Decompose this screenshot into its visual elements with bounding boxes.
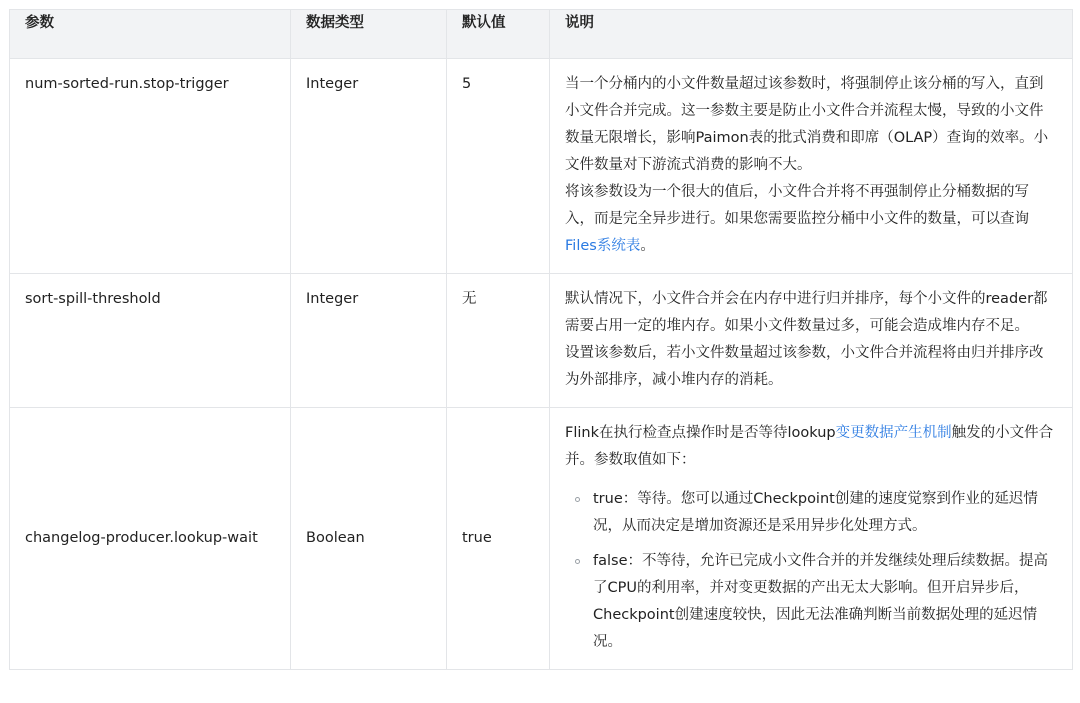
description-paragraph: 默认情况下，小文件合并会在内存中进行归并排序，每个小文件的reader都需要占用一定的堆内存。如果小文件数量过多，可能会造成堆内存不足。 [565,291,1048,334]
list-item [565,486,1057,540]
description-paragraph: 当一个分桶内的小文件数量超过该参数时，将强制停止该分桶的写入，直到小文件合并完成。这一参数主要是防止小文件合并流程太慢，导致的小文件数量无限增长，影响Paimon表的批式消费和即席（OLAP）查询的效率。小文件数量对下游流式消费的影响不大。 [565,76,1049,173]
table-row [10,408,1073,670]
files-system-table-link[interactable]: Files系统表 [565,238,641,254]
param-description [550,274,1073,408]
param-description [550,408,1073,670]
table-header-row [10,10,1073,59]
description-paragraph [565,179,1057,260]
parameter-table [9,9,1073,670]
param-name: num-sorted-run.stop-trigger [10,59,291,274]
param-name: sort-spill-threshold [10,274,291,408]
description-paragraph [565,420,1057,474]
param-type: Integer [291,274,447,408]
description-text: 。 [640,238,655,254]
header-type: 数据类型 [291,10,447,59]
header-param: 参数 [10,10,291,59]
header-description: 说明 [550,10,1073,59]
description-text: 将该参数设为一个很大的值后，小文件合并将不再强制停止分桶数据的写入，而是完全异步进行。如果您需要监控分桶中小文件的数量，可以查询 [565,184,1029,227]
table-row [10,274,1073,408]
changelog-mechanism-link[interactable]: 变更数据产生机制 [835,425,952,441]
param-default: 无 [447,274,550,408]
list-item-text: false：不等待，允许已完成小文件合并的并发继续处理后续数据。提高了CPU的利用率，并对变更数据的产出无太大影响。但开启异步后，Checkpoint创建速度较快，因此无法准确判断当前数据处理的延迟情况。 [593,553,1048,650]
header-default: 默认值 [447,10,550,59]
table-row [10,59,1073,274]
param-default: 5 [447,59,550,274]
param-default: true [447,408,550,670]
description-paragraph: 设置该参数后，若小文件数量超过该参数，小文件合并流程将由归并排序改为外部排序，减小堆内存的消耗。 [565,345,1044,388]
value-options-list [565,486,1057,656]
param-type: Boolean [291,408,447,670]
list-item-text: true：等待。您可以通过Checkpoint创建的速度觉察到作业的延迟情况，从而决定是增加资源还是采用异步化处理方式。 [593,491,1038,534]
bullet-icon [575,559,580,564]
bullet-icon [575,497,580,502]
description-text: Flink在执行检查点操作时是否等待lookup [565,425,836,441]
parameter-table-container [9,9,1080,670]
param-type: Integer [291,59,447,274]
description-text: 触发的小文件合并。参数取值如下： [565,425,1054,468]
param-description [550,59,1073,274]
param-name: changelog-producer.lookup-wait [10,408,291,670]
list-item [565,548,1057,656]
